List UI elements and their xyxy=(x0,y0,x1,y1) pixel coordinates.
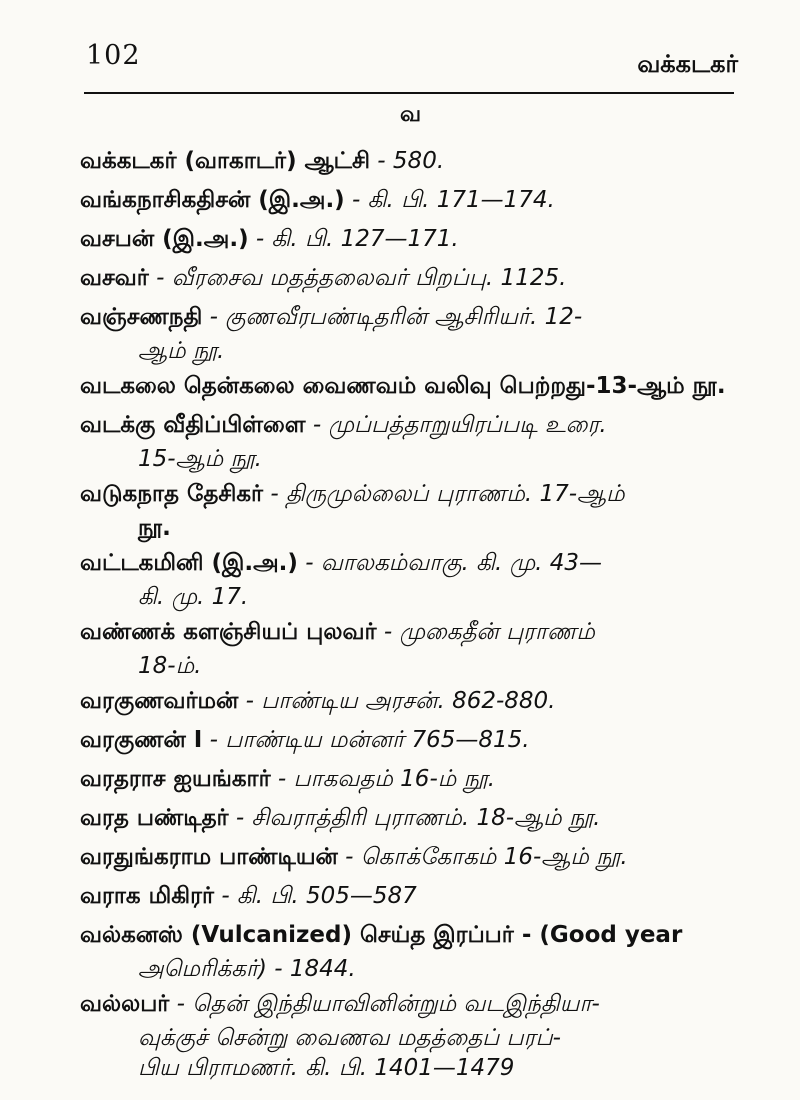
entry-head: வல்கனஸ் (Vulcanized) செய்த இரப்பர் xyxy=(80,922,514,948)
entry xyxy=(80,143,740,180)
entry-desc: - கொக்கோகம் 16-ஆம் நூ. xyxy=(337,844,628,870)
entry-desc: - கி. பி. 505—587 xyxy=(214,883,417,909)
entry-head: வரதராச ஐயங்கார் xyxy=(80,766,271,792)
entry-continuation: ஆம் நூ. xyxy=(138,338,225,364)
entry-head: வஞ்சணநதி xyxy=(80,304,203,330)
entry-desc: - பாண்டிய அரசன். 862-880. xyxy=(238,688,556,714)
entry-continuation: நூ. xyxy=(138,515,171,541)
entry-continuation: 18-ம். xyxy=(138,653,202,679)
entry-desc: - கி. பி. 171—174. xyxy=(344,187,555,213)
entry xyxy=(80,722,740,759)
entry-desc: - திருமுல்லைப் புராணம். 17-ஆம் xyxy=(263,481,625,507)
entry-desc: - வாலகம்வாகு. கி. மு. 43— xyxy=(297,550,603,576)
page-number: 102 xyxy=(86,40,141,71)
entry-head: வட்டகமினி (இ.அ.) xyxy=(80,550,298,576)
entry-head: வரகுணன் I xyxy=(80,727,203,753)
entry-continuation: கி. மு. 17. xyxy=(138,584,249,610)
entry-head: வங்கநாசிகதிசன் (இ.அ.) xyxy=(80,187,345,213)
entry xyxy=(80,182,740,219)
entry-desc: - சிவராத்திரி புராணம். 18-ஆம் நூ. xyxy=(228,805,601,831)
entry xyxy=(80,476,740,543)
entry-continuation: 15-ஆம் நூ. xyxy=(138,446,262,472)
entry xyxy=(80,260,740,297)
entry xyxy=(80,986,740,1083)
entry-continuation: பிய பிராமணர். கி. பி. 1401—1479 xyxy=(138,1055,515,1081)
entry-desc: - குணவீரபண்டிதரின் ஆசிரியர். 12- xyxy=(202,304,583,330)
entry xyxy=(80,299,740,366)
entry xyxy=(80,839,740,876)
entry xyxy=(80,878,740,915)
entry-head: வரத பண்டிதர் xyxy=(80,805,229,831)
entry-desc: -13-ஆம் நூ. xyxy=(585,373,726,399)
entry-head: வக்கடகர் (வாகாடர்) ஆட்சி xyxy=(80,148,370,174)
entry-head: வசவர் xyxy=(80,265,149,291)
entry-head: வடக்கு வீதிப்பிள்ளை xyxy=(80,412,306,438)
entry xyxy=(80,800,740,837)
entry-desc: - தென் இந்தியாவினின்றும் வடஇந்தியா- xyxy=(169,991,600,1017)
entry xyxy=(80,683,740,720)
header-rule xyxy=(84,92,734,94)
entry-head: வடுகநாத தேசிகர் xyxy=(80,481,264,507)
entry-desc: - 580. xyxy=(370,148,445,174)
entry-desc: - (Good year xyxy=(513,922,683,948)
entry xyxy=(80,221,740,258)
entry-continuation: அமெரிக்கர்) - 1844. xyxy=(138,956,356,982)
entry xyxy=(80,407,740,474)
entry-continuation: வுக்குச் சென்று வைணவ மதத்தைப் பரப்- xyxy=(138,1025,561,1051)
entry-head: வசபன் (இ.அ.) xyxy=(80,226,249,252)
entry-head: வடகலை தென்கலை வைணவம் வலிவு பெற்றது xyxy=(80,373,586,399)
entry-list xyxy=(80,143,740,1085)
entry-head: வண்ணக் களஞ்சியப் புலவர் xyxy=(80,619,377,645)
entry-head: வராக மிகிரர் xyxy=(80,883,215,909)
entry-desc: - பாகவதம் 16-ம் நூ. xyxy=(270,766,496,792)
entry-desc: - முப்பத்தாறுயிரப்படி உரை. xyxy=(305,412,607,438)
entry-head: வரகுணவர்மன் xyxy=(80,688,239,714)
section-letter: வ xyxy=(400,102,422,127)
entry xyxy=(80,368,740,405)
running-head: வக்கடகர் xyxy=(637,50,738,78)
entry-desc: - வீரசைவ மதத்தலைவர் பிறப்பு. 1125. xyxy=(148,265,567,291)
entry-head: வரதுங்கராம பாண்டியன் xyxy=(80,844,338,870)
entry xyxy=(80,614,740,681)
entry-head: வல்லபர் xyxy=(80,991,170,1017)
entry-desc: - பாண்டிய மன்னர் 765—815. xyxy=(202,727,530,753)
entry-desc: - கி. பி. 127—171. xyxy=(248,226,459,252)
entry-desc: - முகைதீன் புராணம் xyxy=(376,619,595,645)
entry xyxy=(80,917,740,984)
entry xyxy=(80,545,740,612)
entry xyxy=(80,761,740,798)
